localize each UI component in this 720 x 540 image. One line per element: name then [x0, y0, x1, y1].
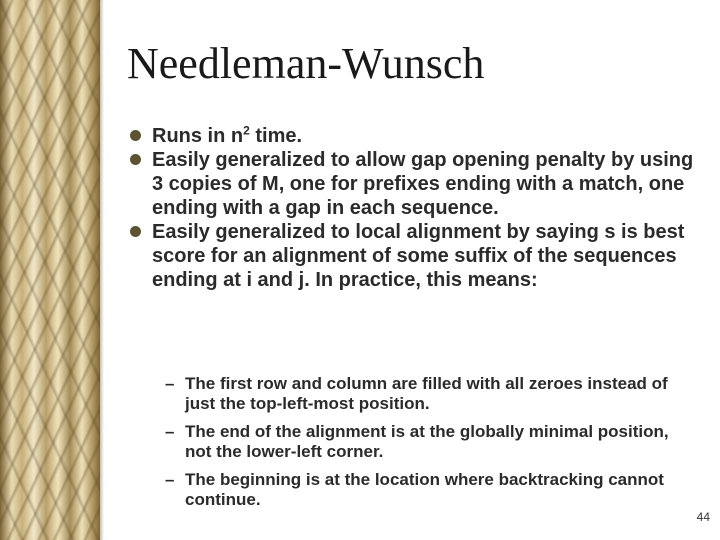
bullet-dot-icon [130, 226, 141, 237]
bullet-text: Easily generalized to local alignment by saying s is best score for an alignment of some suffix of the sequences ending at i and j. In practice, this means: [152, 221, 685, 291]
bullet-item [130, 220, 705, 292]
page-number: 44 [696, 510, 710, 524]
sub-bullet-item [165, 470, 695, 510]
sub-bullet-item [165, 374, 695, 414]
sub-bullet-text: The end of the alignment is at the globally minimal position, not the lower-left corner. [185, 422, 669, 461]
superscript: 2 [243, 123, 250, 138]
sub-bullet-text: The first row and column are filled with all zeroes instead of just the top-left-most position. [185, 374, 668, 413]
decorative-border [0, 0, 100, 540]
bullet-item [130, 124, 705, 148]
sub-bullet-list [165, 374, 695, 518]
bullet-dot-icon [130, 130, 141, 141]
bullet-text: Runs in $n^2$ time. [152, 123, 303, 147]
dash-marker: – [165, 470, 175, 489]
bullet-dot-icon [130, 154, 141, 165]
bullet-list [130, 124, 705, 292]
sub-bullet-text: The beginning is at the location where backtracking cannot continue. [185, 470, 664, 509]
bullet-text: Easily generalized to allow gap opening penalty by using 3 copies of M, one for prefixes ending with a match, one ending with a gap in each sequence. [152, 149, 694, 219]
bullet-item [130, 148, 705, 220]
dash-marker: – [165, 422, 175, 441]
slide-title: Needleman-Wunsch [127, 39, 485, 88]
sub-bullet-item [165, 422, 695, 462]
dash-marker: – [165, 374, 175, 393]
